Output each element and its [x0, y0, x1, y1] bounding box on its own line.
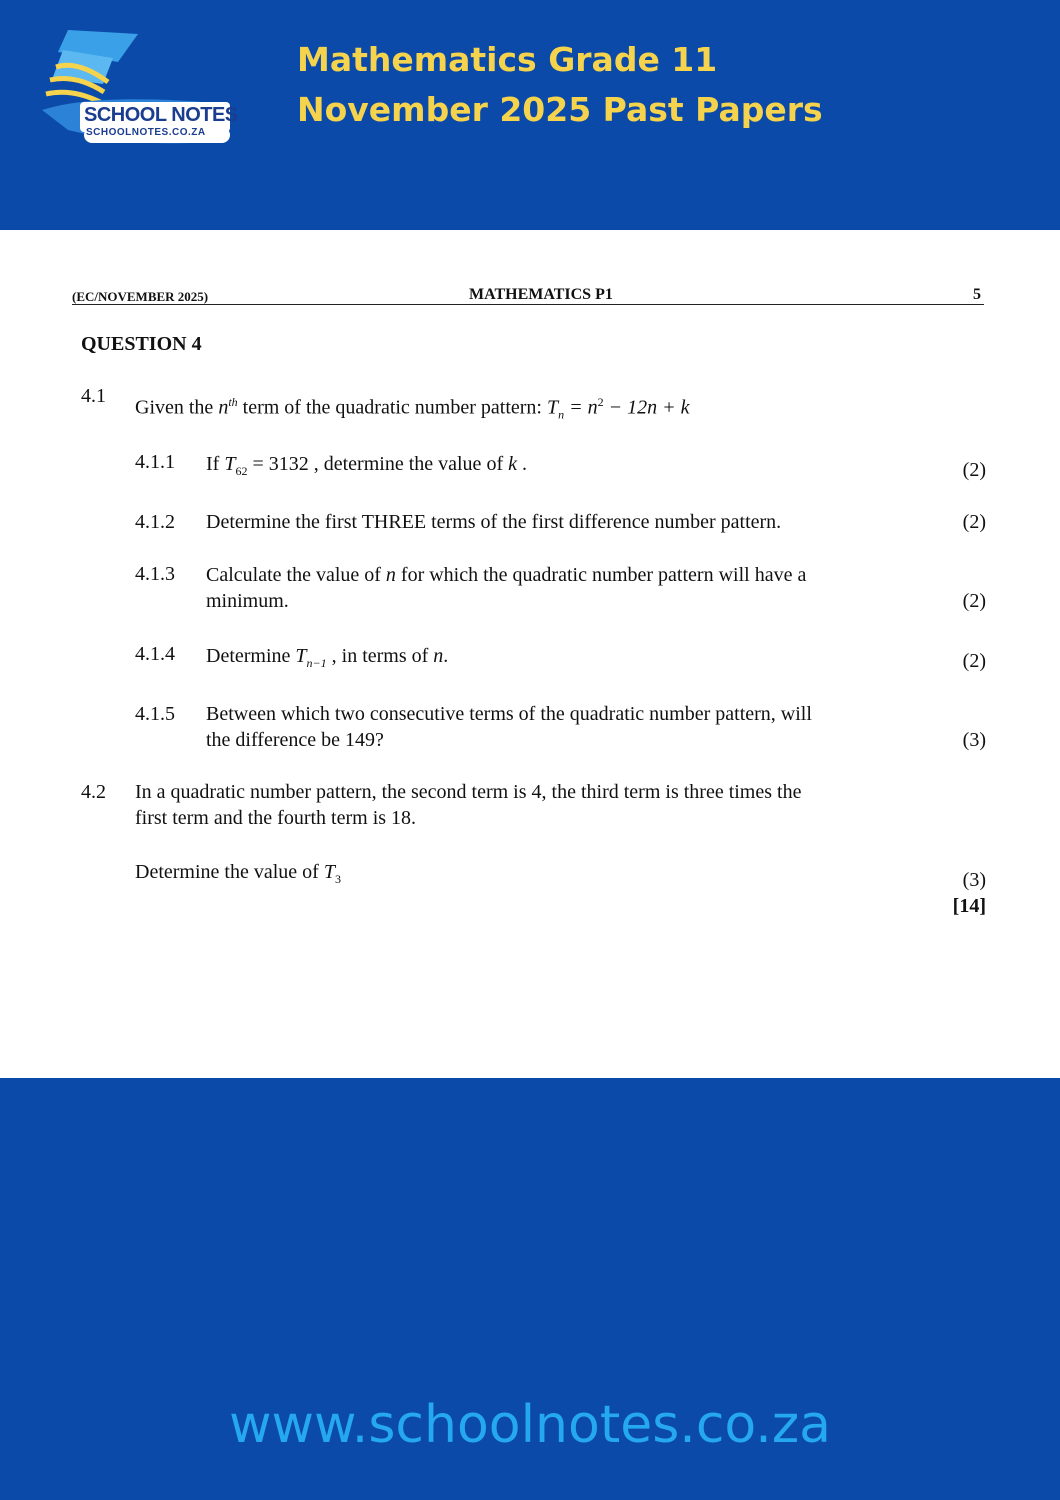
- mark-4-1-3: (2): [962, 590, 986, 612]
- question-title: QUESTION 4: [81, 333, 202, 355]
- question-4-2-text-line2: first term and the fourth term is 18.: [135, 807, 417, 829]
- mark-4-1-4: (2): [962, 650, 986, 672]
- mark-4-1-1: (2): [962, 459, 986, 481]
- question-4-1-text: Given the $n^{th}$ term of the quadratic number pattern: $T_n = n^2 - 12n + k$: [135, 395, 690, 422]
- logo-subtext: SCHOOLNOTES.CO.ZA: [86, 127, 206, 138]
- question-number-4-1-4: 4.1.4: [135, 643, 175, 665]
- question-number-4-1-2: 4.1.2: [135, 511, 175, 533]
- question-4-1-3-text-line2: minimum.: [206, 590, 289, 612]
- exam-session: (EC/NOVEMBER 2025): [72, 289, 209, 304]
- header-rule: [72, 304, 984, 305]
- question-4-2-text: In a quadratic number pattern, the second term is 4, the third term is three times the: [135, 781, 802, 803]
- question-number-4-1-1: 4.1.1: [135, 451, 175, 473]
- question-4-1-5-text-line2: the difference be 149?: [206, 729, 384, 751]
- question-4-2-instruction: Determine the value of $T_3$: [135, 861, 341, 886]
- banner-title-line2: November 2025 Past Papers: [297, 90, 823, 129]
- paper-title: MATHEMATICS P1: [469, 286, 613, 303]
- question-number-4-1-3: 4.1.3: [135, 563, 175, 585]
- question-total: [14]: [952, 895, 986, 917]
- question-4-1-2-text: Determine the first THREE terms of the first difference number pattern.: [206, 511, 782, 533]
- page-number: 5: [973, 286, 981, 303]
- question-4-1-4-text: Determine $T_{n-1}$ , in terms of n.: [206, 645, 449, 670]
- question-4-1-3-text: Calculate the value of n for which the quadratic number pattern will have a: [206, 564, 807, 586]
- question-4-1-1-text: If $T_{62} = 3132$ , determine the value of k .: [206, 453, 527, 478]
- banner-title-line1: Mathematics Grade 11: [297, 40, 718, 79]
- question-number-4-1: 4.1: [81, 385, 106, 407]
- website-link[interactable]: www.schoolnotes.co.za: [228, 1395, 831, 1455]
- mark-4-1-2: (2): [962, 511, 986, 533]
- question-number-4-1-5: 4.1.5: [135, 703, 175, 725]
- mark-4-1-5: (3): [962, 729, 986, 751]
- question-number-4-2: 4.2: [81, 781, 106, 803]
- question-4-1-5-text: Between which two consecutive terms of the quadratic number pattern, will: [206, 703, 812, 725]
- logo-text: SCHOOL NOTES: [84, 104, 238, 126]
- mark-4-2: (3): [962, 869, 986, 891]
